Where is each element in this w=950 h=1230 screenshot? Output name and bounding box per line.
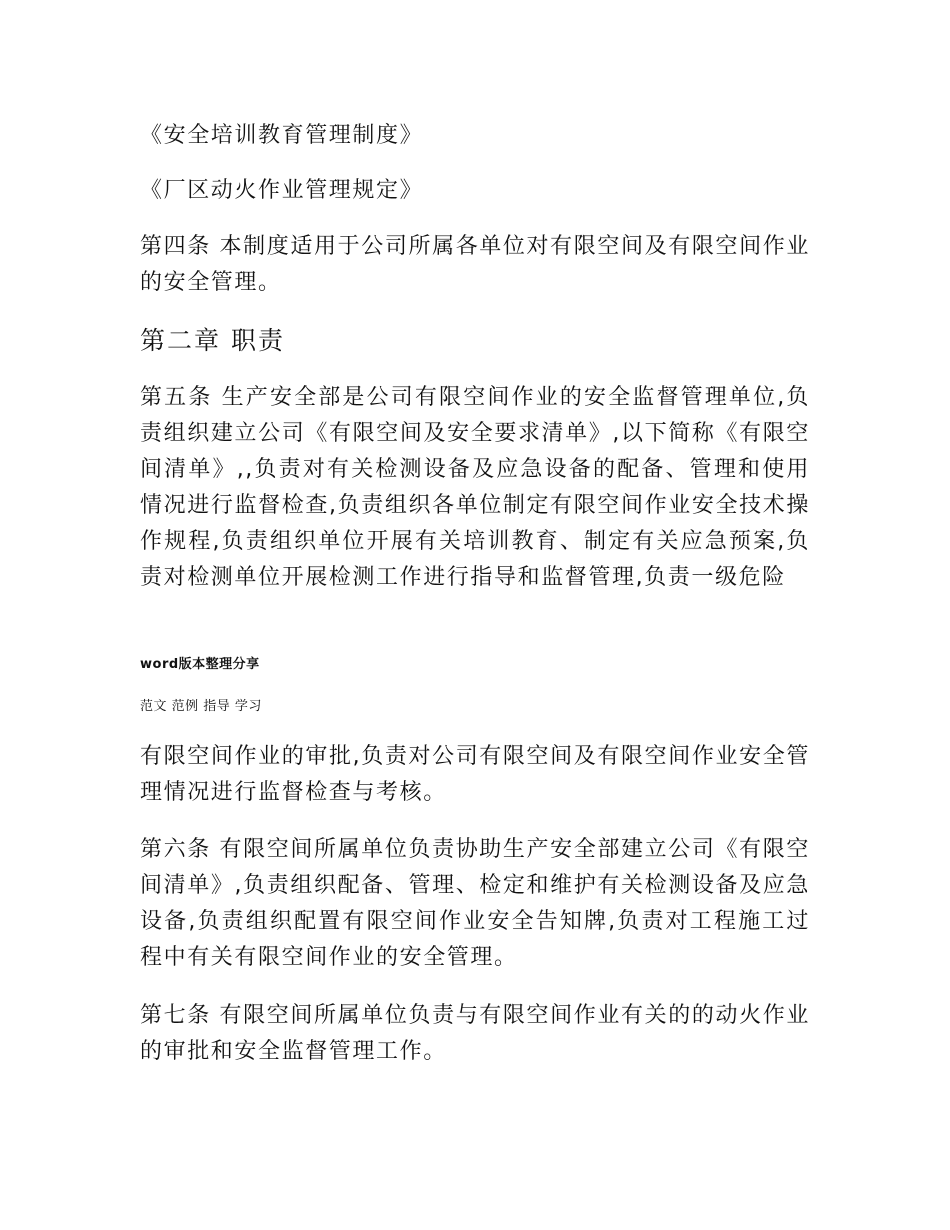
article-7-paragraph: 第七条 有限空间所属单位负责与有限空间作业有关的的动火作业的审批和安全监督管理工作。 (140, 1003, 810, 1064)
article-4-paragraph: 第四条 本制度适用于公司所属各单位对有限空间及有限空间作业的安全管理。 (140, 234, 810, 295)
watermark-word-version: word版本整理分享 (140, 657, 260, 672)
reference-hot-work-regulation: 《厂区动火作业管理规定》 (140, 178, 424, 203)
article-5-paragraph-part-1: 第五条 生产安全部是公司有限空间作业的安全监督管理单位,负责组织建立公司《有限空间及安全要求清单》,以下简称《有限空间清单》,,负责对有关检测设备及应急设备的配备、管理和使用情况进行监督检查,负责组织各单位制定有限空间作业安全技术操作规程,负责组织单位开展有关培训教育、制定有关应急预案,负责对检测单位开展检测工作进行指导和监督管理,负责一级危险 (140, 385, 810, 590)
article-5-paragraph-part-2: 有限空间作业的审批,负责对公司有限空间及有限空间作业安全管理情况进行监督检查与考核。 (140, 744, 810, 805)
reference-safety-training-regulation: 《安全培训教育管理制度》 (140, 123, 424, 148)
article-6-paragraph: 第六条 有限空间所属单位负责协助生产安全部建立公司《有限空间清单》,负责组织配备、管理、检定和维护有关检测设备及应急设备,负责组织配置有限空间作业安全告知牌,负责对工程施工过程中有关有限空间作业的安全管理。 (140, 837, 810, 970)
chapter-2-heading: 第二章 职责 (140, 326, 285, 355)
watermark-sample-guide: 范文 范例 指导 学习 (140, 699, 262, 714)
